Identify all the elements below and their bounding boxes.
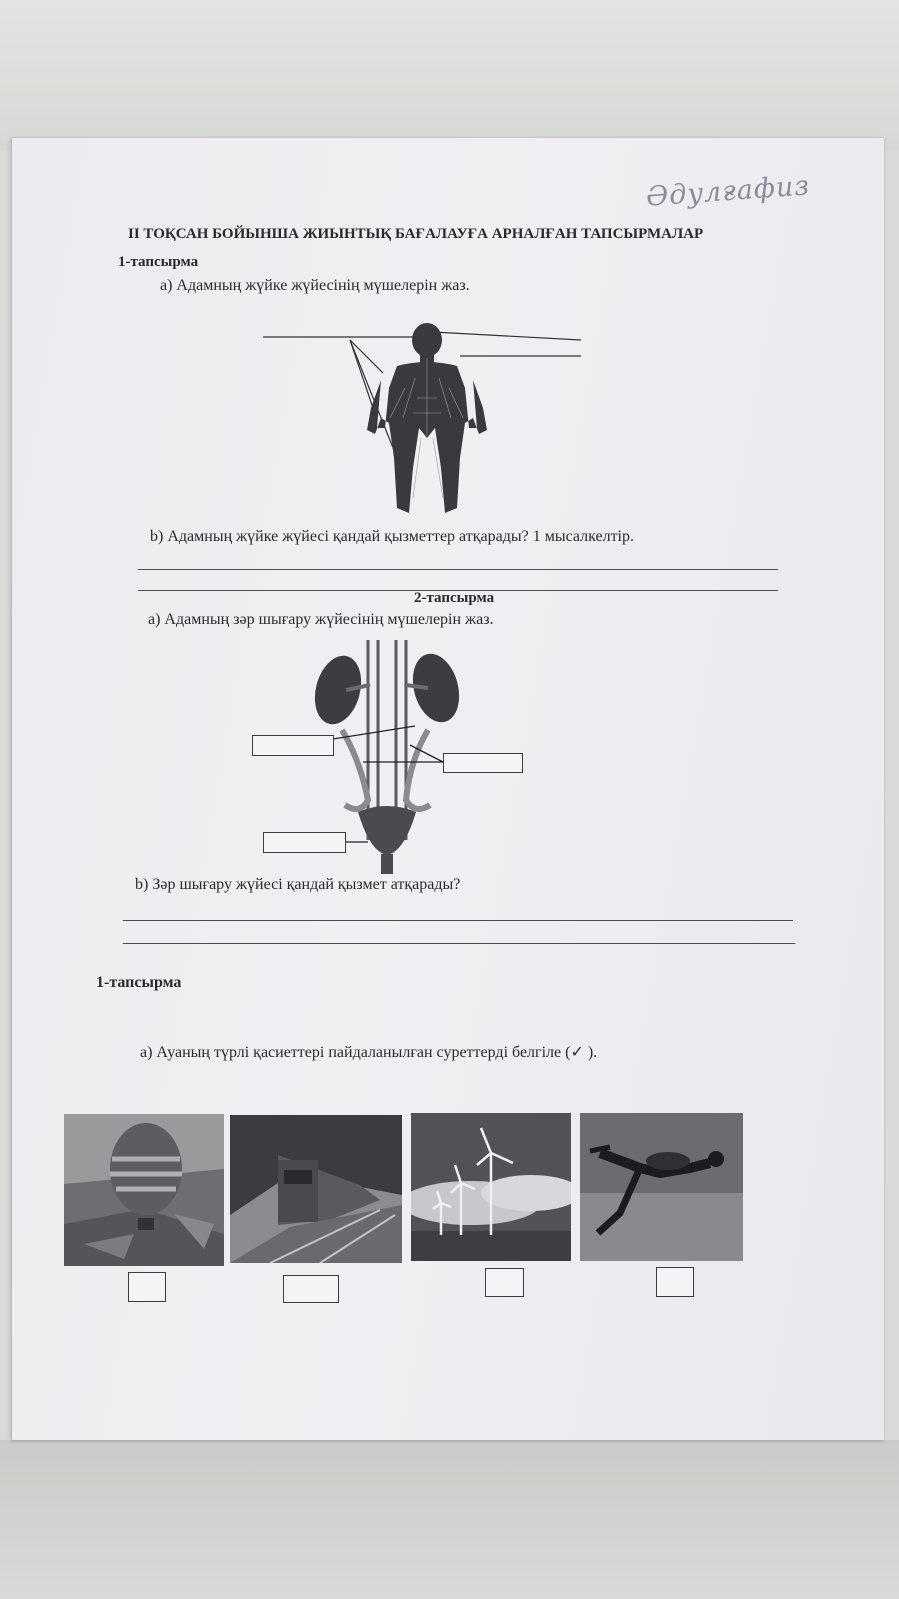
answer-box[interactable] <box>263 832 346 853</box>
wind-turbines-photo <box>411 1113 571 1261</box>
handwritten-signature: Әдулғафиз <box>645 170 811 213</box>
nervous-system-diagram <box>255 318 595 523</box>
answer-box[interactable] <box>443 753 523 773</box>
train-photo <box>230 1115 402 1263</box>
checkbox-train[interactable] <box>283 1275 339 1303</box>
task2-part-b: b) Зәр шығару жүйесі қандай қызмет атқарады? <box>135 876 461 893</box>
checkbox-balloon[interactable] <box>128 1272 166 1302</box>
task3-heading: 1-тапсырма <box>96 974 182 991</box>
task2-heading: 2-тапсырма <box>414 590 495 606</box>
hot-air-balloon-photo <box>64 1114 224 1266</box>
answer-box[interactable] <box>252 735 334 756</box>
task3-part-a: а) Ауаның түрлі қасиеттері пайдаланылған суреттерді белгіле (✓ ). <box>140 1044 598 1061</box>
background-bottom <box>0 1440 899 1599</box>
checkbox-diver[interactable] <box>656 1267 694 1297</box>
answer-line[interactable] <box>123 943 795 944</box>
task2-part-a: а) Адамның зәр шығару жүйесінің мүшелерін жаз. <box>148 611 494 628</box>
task1-part-b: b) Адамның жүйке жүйесі қандай қызметтер атқарады? 1 мысалкелтір. <box>150 528 634 545</box>
page-title: II ТОҚСАН БОЙЫНША ЖИЫНТЫҚ БАҒАЛАУҒА АРНАЛҒАН ТАПСЫРМАЛАР <box>128 226 704 242</box>
answer-line[interactable] <box>123 920 793 921</box>
scuba-diver-photo <box>580 1113 743 1261</box>
task1-heading: 1-тапсырма <box>118 254 199 270</box>
answer-line[interactable] <box>138 569 778 570</box>
background-top <box>0 0 899 150</box>
checkbox-wind-turbines[interactable] <box>485 1268 524 1297</box>
task1-part-a: а) Адамның жүйке жүйесінің мүшелерін жаз. <box>160 277 470 294</box>
